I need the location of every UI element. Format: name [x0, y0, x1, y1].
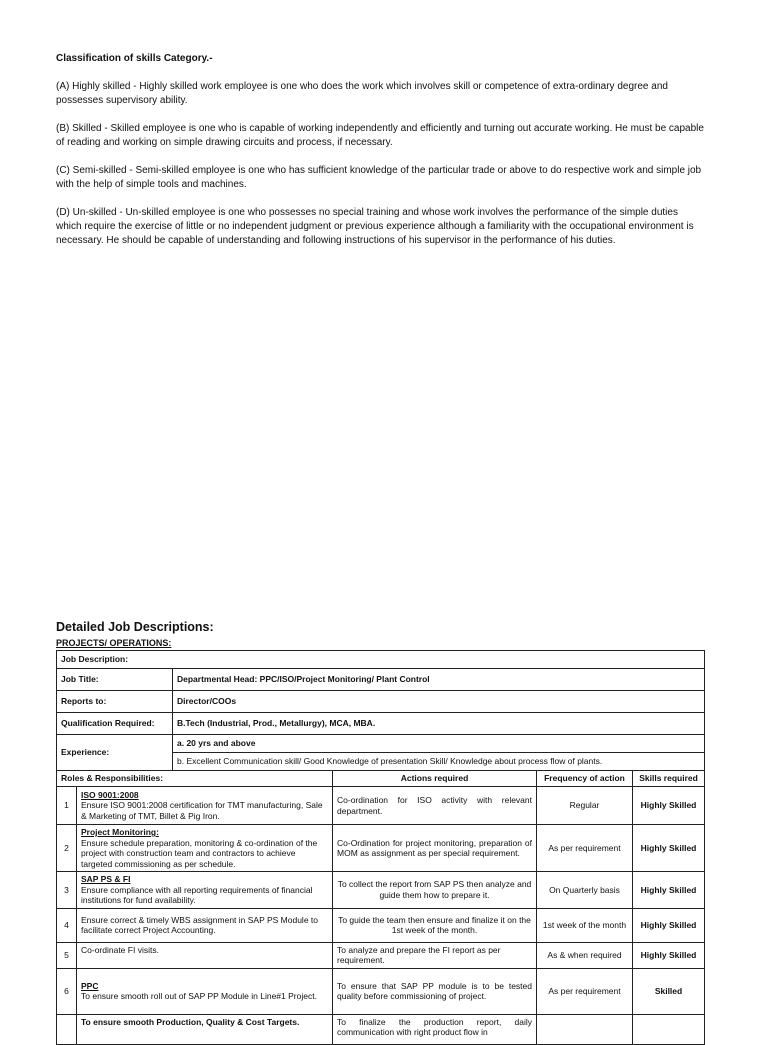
row-frequency: Regular — [537, 787, 633, 825]
row-frequency: As & when required — [537, 942, 633, 968]
row-description: Ensure compliance with all reporting requirements of financial institutions for fund availability. — [81, 884, 313, 905]
row-responsibility — [77, 825, 333, 872]
paragraph-highly-skilled: (A) Highly skilled - Highly skilled work employee is one who does the work which involves skill or competence of extra-ordinary degree and possesses supervisory ability. — [56, 81, 668, 106]
row-description: Co-ordinate FI visits. — [77, 942, 333, 968]
paragraph-semi-skilled: (C) Semi-skilled - Semi-skilled employee is one who has sufficient knowledge of the particular trade or above to do respective work and simple job with the help of simple tools and machines. — [56, 165, 702, 190]
row-frequency: As per requirement — [537, 968, 633, 1014]
row-number: 2 — [57, 825, 77, 872]
row-skill: Skilled — [633, 968, 705, 1014]
row-description: To ensure smooth Production, Quality & Cost Targets. — [77, 1014, 333, 1044]
frequency-header: Frequency of action — [537, 771, 633, 787]
row-number: 3 — [57, 872, 77, 909]
reports-to-value: Director/COOs — [173, 691, 705, 713]
classification-heading: Classification of skills Category.- — [56, 53, 213, 64]
row-number: 6 — [57, 968, 77, 1014]
row-skill: Highly Skilled — [633, 872, 705, 909]
row-frequency — [537, 1014, 633, 1044]
row-action: To guide the team then ensure and finalize it on the 1st week of the month. — [333, 908, 537, 942]
row-title: PPC — [81, 980, 99, 991]
jd-title: Detailed Job Descriptions: — [56, 620, 214, 634]
row-action: To collect the report from SAP PS then analyze and guide them how to prepare it. — [333, 872, 537, 909]
qualification-value: B.Tech (Industrial, Prod., Metallurgy), MCA, MBA. — [173, 713, 705, 735]
row-number — [57, 1014, 77, 1044]
table-row — [57, 872, 705, 909]
row-frequency: 1st week of the month — [537, 908, 633, 942]
reports-to-label: Reports to: — [57, 691, 173, 713]
job-title-label: Job Title: — [57, 669, 173, 691]
table-row — [57, 968, 705, 1014]
jd-section: PROJECTS/ OPERATIONS: — [56, 638, 172, 648]
row-frequency: On Quarterly basis — [537, 872, 633, 909]
experience-a: a. 20 yrs and above — [173, 735, 705, 753]
row-skill: Highly Skilled — [633, 942, 705, 968]
row-action: To analyze and prepare the FI report as per requirement. — [333, 942, 537, 968]
paragraph-un-skilled: (D) Un-skilled - Un-skilled employee is one who possesses no special training and whose work involves the performance of the simple duties which require the exercise of little or no independent judgment or previous experience although a familiarity with the occupational environment is necessary. He should be capable of understanding and following instructions of his supervisor in the performance of his duties. — [56, 207, 694, 246]
row-number: 5 — [57, 942, 77, 968]
row-number: 1 — [57, 787, 77, 825]
job-title-value: Departmental Head: PPC/ISO/Project Monitoring/ Plant Control — [173, 669, 705, 691]
table-row — [57, 942, 705, 968]
row-skill: Highly Skilled — [633, 908, 705, 942]
row-responsibility — [77, 908, 333, 942]
skills-header: Skills required — [633, 771, 705, 787]
row-title: SAP PS & FI — [81, 874, 131, 884]
row-responsibility — [77, 787, 333, 825]
row-title: Project Monitoring: — [81, 827, 159, 837]
actions-header: Actions required — [333, 771, 537, 787]
table-row — [57, 1014, 705, 1044]
table-row — [57, 825, 705, 872]
paragraph-skilled: (B) Skilled - Skilled employee is one who is capable of working independently and efficiently and turning out accurate working. He must be capable of reading and working on simple drawing circuits and process, if necessary. — [56, 123, 704, 148]
experience-b: b. Excellent Communication skill/ Good Knowledge of presentation Skill/ Knowledge about process flow of plants. — [173, 753, 705, 771]
row-responsibility — [77, 968, 333, 1014]
roles-header: Roles & Responsibilities: — [57, 771, 333, 787]
row-skill — [633, 1014, 705, 1044]
row-description: To ensure smooth roll out of SAP PP Module in Line#1 Project. — [81, 991, 317, 1001]
experience-label: Experience: — [57, 735, 173, 771]
row-skill: Highly Skilled — [633, 825, 705, 872]
qualification-label: Qualification Required: — [57, 713, 173, 735]
job-description-label: Job Description: — [57, 651, 705, 669]
row-description: Ensure ISO 9001:2008 certification for TMT manufacturing, Sale & Marketing of TMT, Billet & Pig Iron. — [81, 800, 323, 821]
skills-classification — [56, 52, 706, 262]
row-number: 4 — [57, 908, 77, 942]
table-row — [57, 787, 705, 825]
row-action: To ensure that SAP PP module is to be tested quality before commissioning of project. — [333, 968, 537, 1014]
row-description: Ensure schedule preparation, monitoring & co-ordination of the project with construction team and contractors to achieve targeted commissioning as per schedule. — [81, 837, 318, 869]
row-title: ISO 9001:2008 — [81, 789, 139, 800]
row-action: To finalize the production report, daily communication with right product flow in — [333, 1014, 537, 1044]
row-skill: Highly Skilled — [633, 787, 705, 825]
row-frequency: As per requirement — [537, 825, 633, 872]
row-responsibility — [77, 872, 333, 909]
table-row — [57, 908, 705, 942]
row-description: Ensure correct & timely WBS assignment in SAP PS Module to facilitate correct Project Accounting. — [81, 914, 318, 935]
job-description-table — [56, 650, 705, 1045]
row-action: Co-Ordination for project monitoring, preparation of MOM as assignment as per special requirement. — [333, 825, 537, 872]
row-action: Co-ordination for ISO activity with relevant department. — [333, 787, 537, 825]
